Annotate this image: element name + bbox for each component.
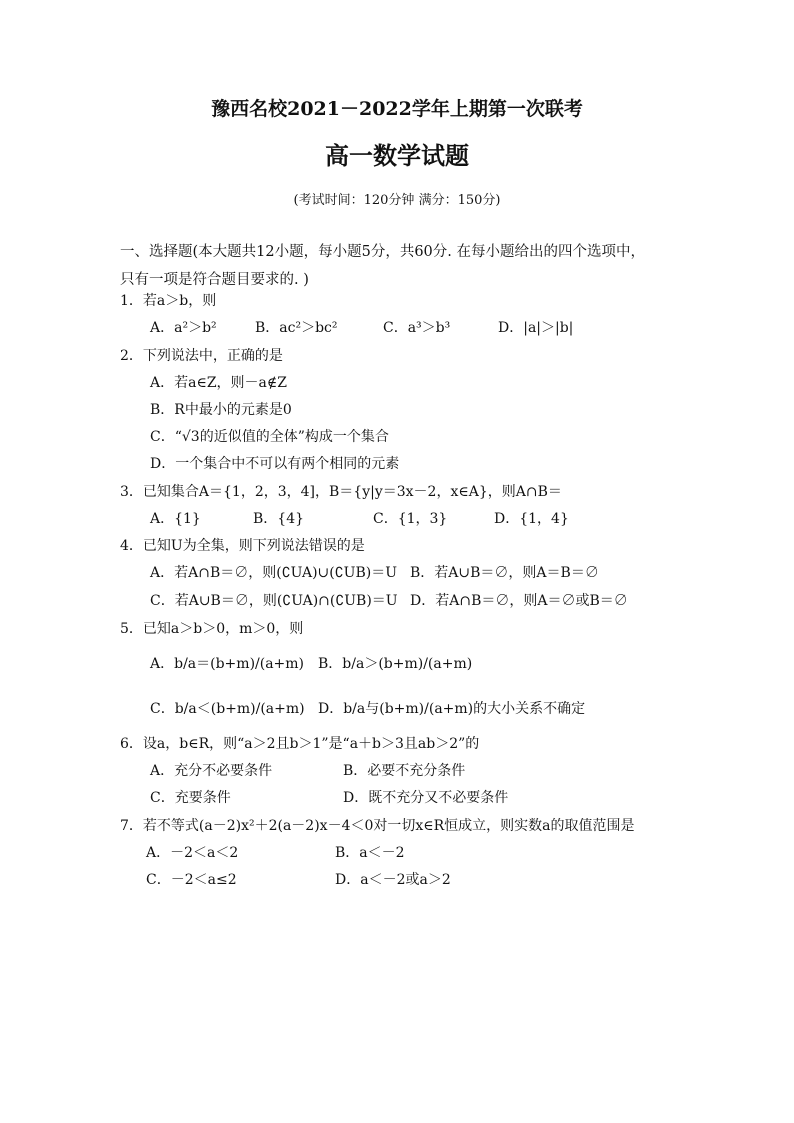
exam-info: (考试时间：120分钟 满分：150分) [293,193,501,208]
q4-option-b: B．若A∪B＝∅，则A＝B＝∅ [410,565,599,581]
exam-title: 豫西名校2021－2022学年上期第一次联考 [211,98,583,120]
q6-option-d: D．既不充分又不必要条件 [343,790,509,806]
q1-option-a: A．a²＞b² [150,320,217,336]
q3-option-d: D．{1，4} [494,511,569,527]
q1-option-b: B．ac²＞bc² [255,320,338,336]
q3-option-c: C．{1，3} [373,511,448,527]
q6-option-a: A．充分不必要条件 [150,763,273,779]
q2-option-b: B．R中最小的元素是0 [150,402,292,418]
q5-option-d: D．b/a与(b+m)/(a+m)的大小关系不确定 [318,701,586,717]
q6-stem: 6．设a，b∈R，则“a＞2且b＞1”是“a＋b＞3且ab＞2”的 [120,736,480,752]
q7-stem: 7．若不等式(a－2)x²＋2(a－2)x－4＜0对一切x∈R恒成立，则实数a的取值范围是 [120,818,635,834]
q6-option-c: C．充要条件 [150,790,231,806]
q5-stem: 5．已知a＞b＞0，m＞0，则 [120,621,304,637]
q2-option-c: C．“√3的近似值的全体”构成一个集合 [150,429,389,445]
q3-option-b: B．{4} [253,511,305,527]
q7-option-d: D．a＜－2或a＞2 [335,872,451,888]
q2-stem: 2．下列说法中，正确的是 [120,348,283,364]
section-heading-line2: 只有一项是符合题目要求的. ) [120,272,309,288]
q3-option-a: A．{1} [150,511,201,527]
q2-option-d: D．一个集合中不可以有两个相同的元素 [150,456,400,472]
q4-option-d: D．若A∩B＝∅，则A＝∅或B＝∅ [410,593,628,609]
q1-option-d: D．|a|＞|b| [498,320,574,336]
q1-stem: 1．若a＞b，则 [120,293,217,309]
q7-option-c: C．－2＜a≤2 [146,872,237,888]
q4-option-a: A．若A∩B＝∅，则(∁UA)∪(∁UB)＝U [150,565,397,581]
q6-option-b: B．必要不充分条件 [343,763,466,779]
section-heading-line1: 一、选择题(本大题共12小题，每小题5分，共60分. 在每小题给出的四个选项中， [120,244,645,260]
q5-option-b: B．b/a＞(b+m)/(a+m) [318,656,473,672]
q2-option-a: A．若a∈Z，则－a∉Z [150,375,287,391]
q5-option-c: C．b/a＜(b+m)/(a+m) [150,701,305,717]
q1-option-c: C．a³＞b³ [383,320,451,336]
q3-stem: 3．已知集合A＝{1，2，3，4]，B＝{y|y＝3x－2，x∈A}，则A∩B＝ [120,484,562,500]
q7-option-b: B．a＜－2 [335,845,405,861]
q4-stem: 4．已知U为全集，则下列说法错误的是 [120,538,365,554]
q7-option-a: A．－2＜a＜2 [146,845,239,861]
q5-option-a: A．b/a＝(b+m)/(a+m) [150,656,305,672]
q4-option-c: C．若A∪B＝∅，则(∁UA)∩(∁UB)＝U [150,593,398,609]
exam-subtitle: 高一数学试题 [325,141,469,170]
